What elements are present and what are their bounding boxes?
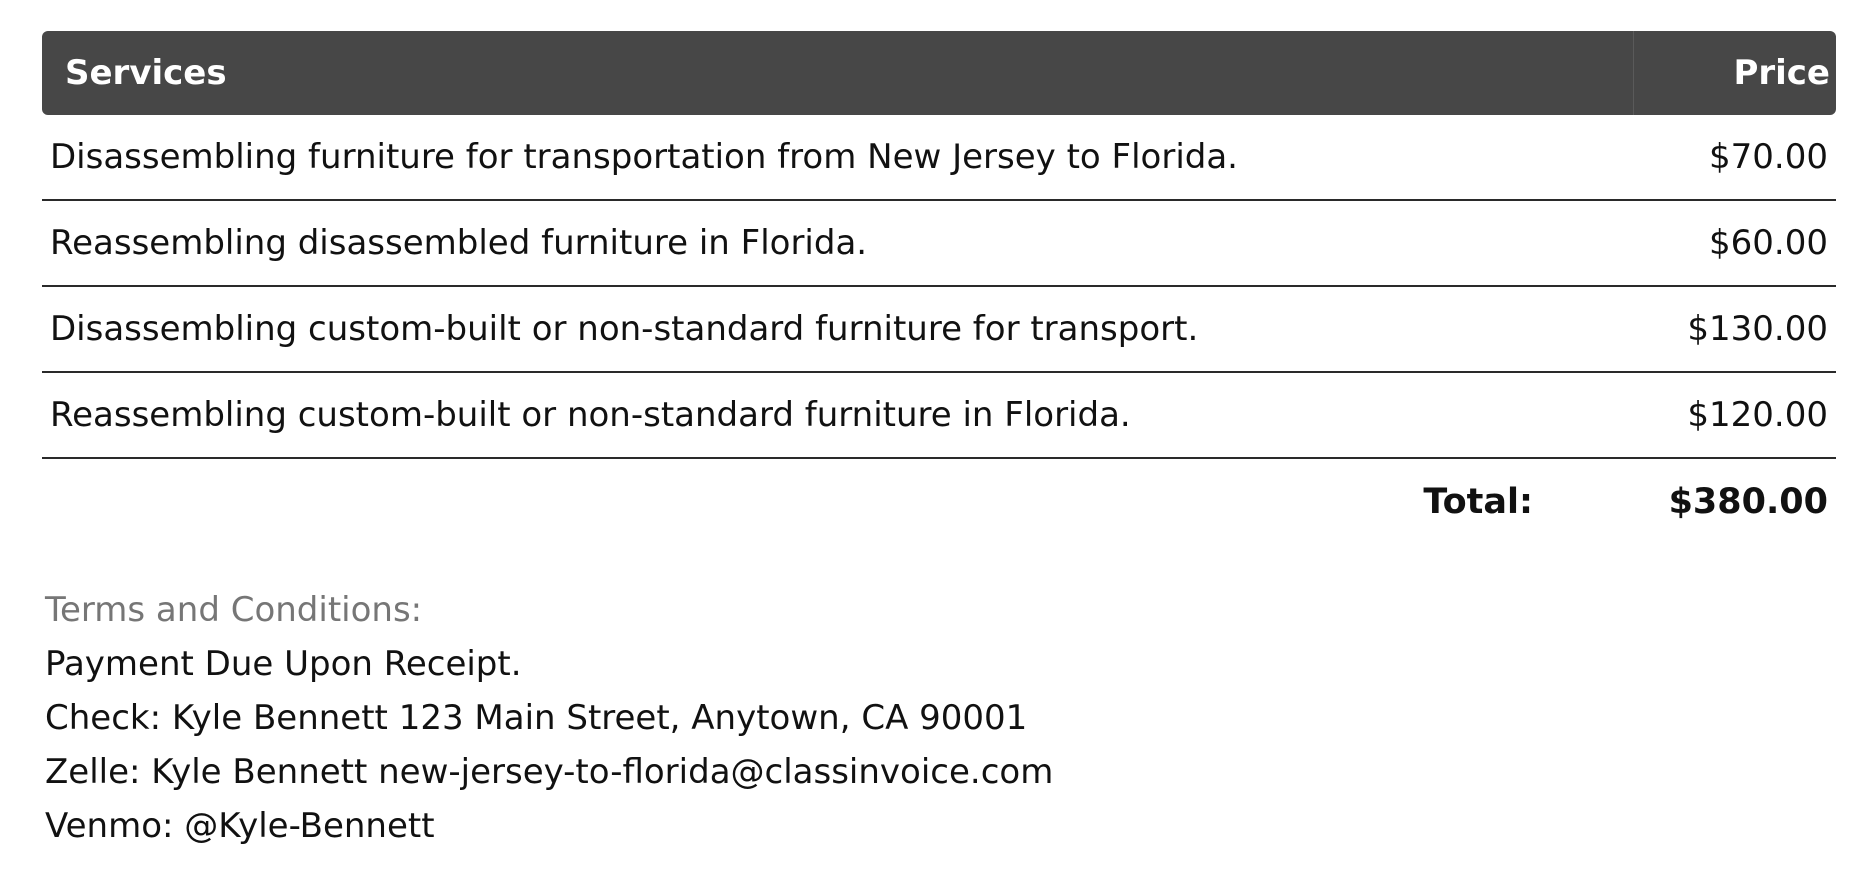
service-description: Disassembling custom-built or non-standard furniture for transport.: [50, 309, 1199, 349]
venmo-payment-line: Venmo: @Kyle-Bennett: [45, 806, 435, 846]
table-row: [42, 201, 1836, 287]
table-row: [42, 115, 1836, 201]
check-payment-line: Check: Kyle Bennett 123 Main Street, Anytown, CA 90001: [45, 698, 1028, 738]
table-header: [42, 31, 1836, 115]
payment-due-line: Payment Due Upon Receipt.: [45, 644, 522, 684]
price-column-header: Price: [1633, 31, 1836, 115]
terms-section: [45, 583, 1053, 853]
service-price: $60.00: [1709, 223, 1828, 263]
total-amount: $380.00: [1668, 482, 1828, 522]
zelle-payment-line: Zelle: Kyle Bennett new-jersey-to-florida@classinvoice.com: [45, 752, 1054, 792]
service-description: Disassembling furniture for transportation from New Jersey to Florida.: [50, 137, 1238, 177]
terms-heading: Terms and Conditions:: [45, 590, 423, 630]
total-label: Total:: [1423, 482, 1533, 522]
service-price: $130.00: [1687, 309, 1828, 349]
table-row: [42, 287, 1836, 373]
table-row: [42, 373, 1836, 459]
services-column-header: Services: [65, 53, 227, 93]
service-price: $70.00: [1709, 137, 1828, 177]
service-description: Reassembling custom-built or non-standard furniture in Florida.: [50, 395, 1131, 435]
services-table: [42, 31, 1836, 545]
service-description: Reassembling disassembled furniture in Florida.: [50, 223, 868, 263]
service-price: $120.00: [1687, 395, 1828, 435]
total-row: [42, 459, 1836, 545]
